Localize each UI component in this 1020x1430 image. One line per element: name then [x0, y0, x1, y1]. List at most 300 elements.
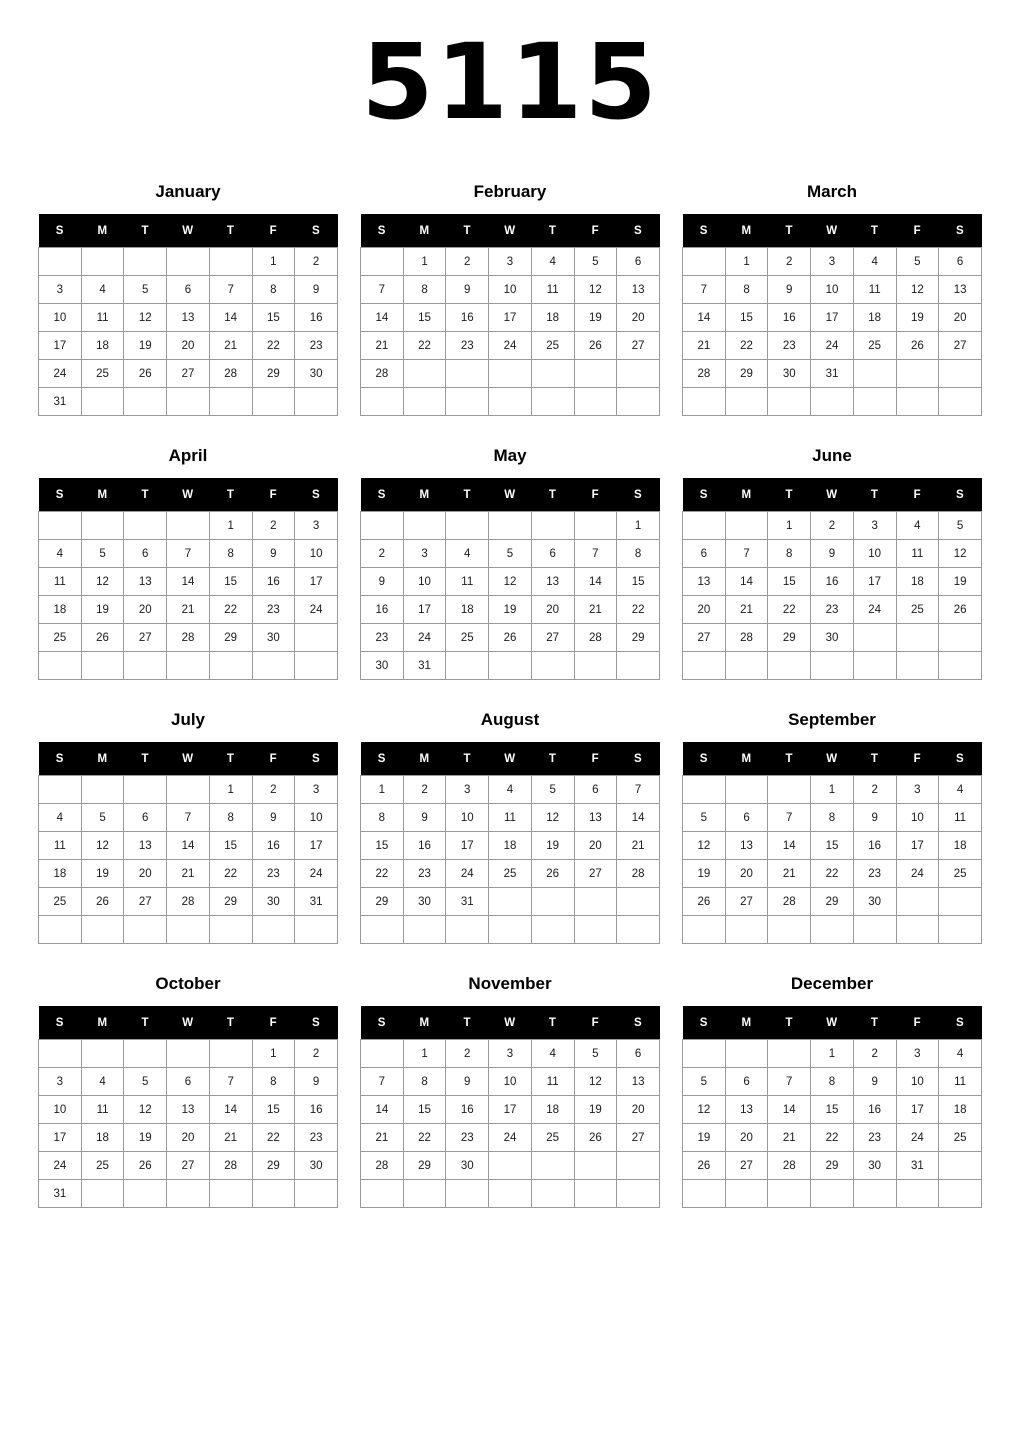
day-cell[interactable]: 16: [295, 1096, 338, 1124]
day-cell[interactable]: 25: [939, 860, 982, 888]
day-cell[interactable]: 7: [209, 1068, 252, 1096]
day-cell[interactable]: 17: [403, 596, 446, 624]
day-cell[interactable]: 1: [403, 1040, 446, 1068]
day-cell[interactable]: 31: [811, 360, 854, 388]
day-cell[interactable]: 15: [768, 568, 811, 596]
day-cell[interactable]: 6: [617, 248, 660, 276]
day-cell[interactable]: 5: [124, 1068, 167, 1096]
day-cell[interactable]: 16: [446, 304, 489, 332]
day-cell[interactable]: 19: [683, 860, 726, 888]
day-cell[interactable]: 29: [209, 888, 252, 916]
day-cell[interactable]: 24: [295, 596, 338, 624]
day-cell[interactable]: 9: [295, 276, 338, 304]
day-cell[interactable]: 22: [209, 596, 252, 624]
day-cell[interactable]: 18: [896, 568, 939, 596]
day-cell[interactable]: 15: [252, 304, 295, 332]
day-cell[interactable]: 16: [403, 832, 446, 860]
day-cell[interactable]: 8: [768, 540, 811, 568]
day-cell[interactable]: 25: [531, 1124, 574, 1152]
day-cell[interactable]: 24: [489, 1124, 532, 1152]
day-cell[interactable]: 1: [252, 248, 295, 276]
day-cell[interactable]: 5: [939, 512, 982, 540]
day-cell[interactable]: 22: [725, 332, 768, 360]
day-cell[interactable]: 31: [446, 888, 489, 916]
day-cell[interactable]: 26: [81, 624, 124, 652]
day-cell[interactable]: 27: [725, 1152, 768, 1180]
day-cell[interactable]: 4: [81, 1068, 124, 1096]
day-cell[interactable]: 29: [617, 624, 660, 652]
day-cell[interactable]: 5: [896, 248, 939, 276]
day-cell[interactable]: 12: [574, 276, 617, 304]
day-cell[interactable]: 10: [896, 1068, 939, 1096]
day-cell[interactable]: 7: [725, 540, 768, 568]
day-cell[interactable]: 10: [811, 276, 854, 304]
day-cell[interactable]: 11: [81, 1096, 124, 1124]
day-cell[interactable]: 8: [252, 1068, 295, 1096]
day-cell[interactable]: 31: [896, 1152, 939, 1180]
day-cell[interactable]: 28: [361, 360, 404, 388]
day-cell[interactable]: 22: [617, 596, 660, 624]
day-cell[interactable]: 21: [209, 332, 252, 360]
day-cell[interactable]: 4: [446, 540, 489, 568]
day-cell[interactable]: 5: [574, 248, 617, 276]
day-cell[interactable]: 19: [939, 568, 982, 596]
day-cell[interactable]: 4: [939, 1040, 982, 1068]
day-cell[interactable]: 22: [361, 860, 404, 888]
day-cell[interactable]: 27: [167, 360, 210, 388]
day-cell[interactable]: 14: [683, 304, 726, 332]
day-cell[interactable]: 27: [725, 888, 768, 916]
day-cell[interactable]: 20: [167, 332, 210, 360]
day-cell[interactable]: 4: [81, 276, 124, 304]
day-cell[interactable]: 25: [81, 1152, 124, 1180]
day-cell[interactable]: 9: [853, 804, 896, 832]
day-cell[interactable]: 26: [896, 332, 939, 360]
day-cell[interactable]: 6: [617, 1040, 660, 1068]
day-cell[interactable]: 25: [446, 624, 489, 652]
day-cell[interactable]: 7: [768, 1068, 811, 1096]
day-cell[interactable]: 11: [896, 540, 939, 568]
day-cell[interactable]: 5: [683, 1068, 726, 1096]
day-cell[interactable]: 3: [896, 776, 939, 804]
day-cell[interactable]: 27: [124, 888, 167, 916]
day-cell[interactable]: 21: [683, 332, 726, 360]
day-cell[interactable]: 8: [617, 540, 660, 568]
day-cell[interactable]: 20: [683, 596, 726, 624]
day-cell[interactable]: 17: [489, 1096, 532, 1124]
day-cell[interactable]: 26: [81, 888, 124, 916]
day-cell[interactable]: 23: [768, 332, 811, 360]
day-cell[interactable]: 5: [81, 540, 124, 568]
day-cell[interactable]: 28: [574, 624, 617, 652]
day-cell[interactable]: 30: [252, 624, 295, 652]
day-cell[interactable]: 17: [39, 332, 82, 360]
day-cell[interactable]: 3: [489, 1040, 532, 1068]
day-cell[interactable]: 19: [574, 1096, 617, 1124]
day-cell[interactable]: 2: [403, 776, 446, 804]
day-cell[interactable]: 27: [574, 860, 617, 888]
day-cell[interactable]: 28: [167, 624, 210, 652]
day-cell[interactable]: 9: [252, 540, 295, 568]
day-cell[interactable]: 29: [811, 1152, 854, 1180]
day-cell[interactable]: 24: [853, 596, 896, 624]
day-cell[interactable]: 14: [209, 1096, 252, 1124]
day-cell[interactable]: 1: [811, 1040, 854, 1068]
day-cell[interactable]: 25: [39, 624, 82, 652]
day-cell[interactable]: 18: [939, 1096, 982, 1124]
day-cell[interactable]: 20: [531, 596, 574, 624]
day-cell[interactable]: 11: [81, 304, 124, 332]
day-cell[interactable]: 9: [361, 568, 404, 596]
day-cell[interactable]: 8: [811, 1068, 854, 1096]
day-cell[interactable]: 3: [811, 248, 854, 276]
day-cell[interactable]: 24: [896, 1124, 939, 1152]
day-cell[interactable]: 4: [531, 248, 574, 276]
day-cell[interactable]: 21: [574, 596, 617, 624]
day-cell[interactable]: 17: [811, 304, 854, 332]
day-cell[interactable]: 12: [124, 1096, 167, 1124]
day-cell[interactable]: 13: [124, 568, 167, 596]
day-cell[interactable]: 12: [683, 1096, 726, 1124]
day-cell[interactable]: 15: [403, 304, 446, 332]
day-cell[interactable]: 8: [209, 804, 252, 832]
day-cell[interactable]: 28: [768, 1152, 811, 1180]
day-cell[interactable]: 21: [209, 1124, 252, 1152]
day-cell[interactable]: 30: [403, 888, 446, 916]
day-cell[interactable]: 12: [531, 804, 574, 832]
day-cell[interactable]: 10: [403, 568, 446, 596]
day-cell[interactable]: 5: [531, 776, 574, 804]
day-cell[interactable]: 3: [39, 1068, 82, 1096]
day-cell[interactable]: 26: [124, 1152, 167, 1180]
day-cell[interactable]: 25: [489, 860, 532, 888]
day-cell[interactable]: 20: [124, 596, 167, 624]
day-cell[interactable]: 14: [768, 832, 811, 860]
day-cell[interactable]: 21: [617, 832, 660, 860]
day-cell[interactable]: 2: [252, 776, 295, 804]
day-cell[interactable]: 31: [295, 888, 338, 916]
day-cell[interactable]: 29: [725, 360, 768, 388]
day-cell[interactable]: 6: [124, 540, 167, 568]
day-cell[interactable]: 14: [361, 304, 404, 332]
day-cell[interactable]: 15: [811, 1096, 854, 1124]
day-cell[interactable]: 25: [896, 596, 939, 624]
day-cell[interactable]: 23: [853, 860, 896, 888]
day-cell[interactable]: 6: [574, 776, 617, 804]
day-cell[interactable]: 8: [252, 276, 295, 304]
day-cell[interactable]: 30: [295, 360, 338, 388]
day-cell[interactable]: 18: [489, 832, 532, 860]
day-cell[interactable]: 30: [252, 888, 295, 916]
day-cell[interactable]: 2: [768, 248, 811, 276]
day-cell[interactable]: 3: [446, 776, 489, 804]
day-cell[interactable]: 19: [531, 832, 574, 860]
day-cell[interactable]: 26: [124, 360, 167, 388]
day-cell[interactable]: 10: [39, 304, 82, 332]
day-cell[interactable]: 8: [403, 1068, 446, 1096]
day-cell[interactable]: 30: [446, 1152, 489, 1180]
day-cell[interactable]: 13: [725, 1096, 768, 1124]
day-cell[interactable]: 28: [361, 1152, 404, 1180]
day-cell[interactable]: 13: [617, 276, 660, 304]
day-cell[interactable]: 16: [853, 1096, 896, 1124]
day-cell[interactable]: 22: [252, 332, 295, 360]
day-cell[interactable]: 14: [167, 832, 210, 860]
day-cell[interactable]: 24: [295, 860, 338, 888]
day-cell[interactable]: 28: [617, 860, 660, 888]
day-cell[interactable]: 6: [725, 1068, 768, 1096]
day-cell[interactable]: 6: [124, 804, 167, 832]
day-cell[interactable]: 13: [725, 832, 768, 860]
day-cell[interactable]: 9: [768, 276, 811, 304]
day-cell[interactable]: 11: [531, 1068, 574, 1096]
day-cell[interactable]: 1: [725, 248, 768, 276]
day-cell[interactable]: 20: [617, 1096, 660, 1124]
day-cell[interactable]: 2: [811, 512, 854, 540]
day-cell[interactable]: 21: [768, 860, 811, 888]
day-cell[interactable]: 16: [252, 832, 295, 860]
day-cell[interactable]: 9: [811, 540, 854, 568]
day-cell[interactable]: 6: [167, 1068, 210, 1096]
day-cell[interactable]: 13: [574, 804, 617, 832]
day-cell[interactable]: 31: [39, 388, 82, 416]
day-cell[interactable]: 28: [768, 888, 811, 916]
day-cell[interactable]: 15: [361, 832, 404, 860]
day-cell[interactable]: 20: [725, 860, 768, 888]
day-cell[interactable]: 18: [39, 860, 82, 888]
day-cell[interactable]: 26: [489, 624, 532, 652]
day-cell[interactable]: 12: [124, 304, 167, 332]
day-cell[interactable]: 8: [361, 804, 404, 832]
day-cell[interactable]: 29: [209, 624, 252, 652]
day-cell[interactable]: 27: [167, 1152, 210, 1180]
day-cell[interactable]: 25: [81, 360, 124, 388]
day-cell[interactable]: 20: [124, 860, 167, 888]
day-cell[interactable]: 5: [124, 276, 167, 304]
day-cell[interactable]: 7: [167, 804, 210, 832]
day-cell[interactable]: 27: [124, 624, 167, 652]
day-cell[interactable]: 24: [489, 332, 532, 360]
day-cell[interactable]: 21: [167, 860, 210, 888]
day-cell[interactable]: 27: [617, 332, 660, 360]
day-cell[interactable]: 23: [252, 596, 295, 624]
day-cell[interactable]: 27: [683, 624, 726, 652]
day-cell[interactable]: 9: [853, 1068, 896, 1096]
day-cell[interactable]: 6: [683, 540, 726, 568]
day-cell[interactable]: 16: [361, 596, 404, 624]
day-cell[interactable]: 4: [39, 540, 82, 568]
day-cell[interactable]: 24: [811, 332, 854, 360]
day-cell[interactable]: 29: [403, 1152, 446, 1180]
day-cell[interactable]: 2: [295, 1040, 338, 1068]
day-cell[interactable]: 15: [209, 568, 252, 596]
day-cell[interactable]: 7: [167, 540, 210, 568]
day-cell[interactable]: 14: [167, 568, 210, 596]
day-cell[interactable]: 28: [167, 888, 210, 916]
day-cell[interactable]: 19: [124, 1124, 167, 1152]
day-cell[interactable]: 2: [252, 512, 295, 540]
day-cell[interactable]: 20: [617, 304, 660, 332]
day-cell[interactable]: 8: [209, 540, 252, 568]
day-cell[interactable]: 29: [768, 624, 811, 652]
day-cell[interactable]: 23: [295, 332, 338, 360]
day-cell[interactable]: 29: [811, 888, 854, 916]
day-cell[interactable]: 16: [768, 304, 811, 332]
day-cell[interactable]: 23: [403, 860, 446, 888]
day-cell[interactable]: 10: [489, 1068, 532, 1096]
day-cell[interactable]: 5: [489, 540, 532, 568]
day-cell[interactable]: 17: [489, 304, 532, 332]
day-cell[interactable]: 26: [683, 888, 726, 916]
day-cell[interactable]: 26: [574, 332, 617, 360]
day-cell[interactable]: 22: [403, 332, 446, 360]
day-cell[interactable]: 18: [531, 304, 574, 332]
day-cell[interactable]: 8: [725, 276, 768, 304]
day-cell[interactable]: 10: [489, 276, 532, 304]
day-cell[interactable]: 11: [39, 832, 82, 860]
day-cell[interactable]: 5: [81, 804, 124, 832]
day-cell[interactable]: 22: [252, 1124, 295, 1152]
day-cell[interactable]: 19: [683, 1124, 726, 1152]
day-cell[interactable]: 3: [403, 540, 446, 568]
day-cell[interactable]: 4: [489, 776, 532, 804]
day-cell[interactable]: 16: [446, 1096, 489, 1124]
day-cell[interactable]: 28: [209, 360, 252, 388]
day-cell[interactable]: 2: [361, 540, 404, 568]
day-cell[interactable]: 3: [295, 512, 338, 540]
day-cell[interactable]: 21: [768, 1124, 811, 1152]
day-cell[interactable]: 18: [939, 832, 982, 860]
day-cell[interactable]: 18: [39, 596, 82, 624]
day-cell[interactable]: 26: [939, 596, 982, 624]
day-cell[interactable]: 26: [531, 860, 574, 888]
day-cell[interactable]: 22: [403, 1124, 446, 1152]
day-cell[interactable]: 19: [489, 596, 532, 624]
day-cell[interactable]: 23: [252, 860, 295, 888]
day-cell[interactable]: 21: [725, 596, 768, 624]
day-cell[interactable]: 18: [81, 1124, 124, 1152]
day-cell[interactable]: 10: [295, 804, 338, 832]
day-cell[interactable]: 23: [446, 1124, 489, 1152]
day-cell[interactable]: 24: [39, 1152, 82, 1180]
day-cell[interactable]: 1: [768, 512, 811, 540]
day-cell[interactable]: 4: [531, 1040, 574, 1068]
day-cell[interactable]: 4: [896, 512, 939, 540]
day-cell[interactable]: 21: [361, 1124, 404, 1152]
day-cell[interactable]: 7: [361, 276, 404, 304]
day-cell[interactable]: 11: [939, 1068, 982, 1096]
day-cell[interactable]: 15: [725, 304, 768, 332]
day-cell[interactable]: 17: [853, 568, 896, 596]
day-cell[interactable]: 14: [209, 304, 252, 332]
day-cell[interactable]: 17: [295, 568, 338, 596]
day-cell[interactable]: 21: [167, 596, 210, 624]
day-cell[interactable]: 19: [124, 332, 167, 360]
day-cell[interactable]: 25: [939, 1124, 982, 1152]
day-cell[interactable]: 14: [768, 1096, 811, 1124]
day-cell[interactable]: 22: [811, 860, 854, 888]
day-cell[interactable]: 12: [939, 540, 982, 568]
day-cell[interactable]: 29: [252, 360, 295, 388]
day-cell[interactable]: 19: [81, 596, 124, 624]
day-cell[interactable]: 13: [124, 832, 167, 860]
day-cell[interactable]: 21: [361, 332, 404, 360]
day-cell[interactable]: 2: [295, 248, 338, 276]
day-cell[interactable]: 11: [489, 804, 532, 832]
day-cell[interactable]: 27: [617, 1124, 660, 1152]
day-cell[interactable]: 24: [403, 624, 446, 652]
day-cell[interactable]: 4: [39, 804, 82, 832]
day-cell[interactable]: 17: [446, 832, 489, 860]
day-cell[interactable]: 2: [446, 248, 489, 276]
day-cell[interactable]: 9: [446, 1068, 489, 1096]
day-cell[interactable]: 7: [683, 276, 726, 304]
day-cell[interactable]: 7: [574, 540, 617, 568]
day-cell[interactable]: 10: [39, 1096, 82, 1124]
day-cell[interactable]: 1: [617, 512, 660, 540]
day-cell[interactable]: 20: [574, 832, 617, 860]
day-cell[interactable]: 22: [768, 596, 811, 624]
day-cell[interactable]: 16: [811, 568, 854, 596]
day-cell[interactable]: 4: [853, 248, 896, 276]
day-cell[interactable]: 27: [939, 332, 982, 360]
day-cell[interactable]: 12: [574, 1068, 617, 1096]
day-cell[interactable]: 25: [39, 888, 82, 916]
day-cell[interactable]: 13: [167, 304, 210, 332]
day-cell[interactable]: 19: [896, 304, 939, 332]
day-cell[interactable]: 23: [853, 1124, 896, 1152]
day-cell[interactable]: 28: [683, 360, 726, 388]
day-cell[interactable]: 8: [811, 804, 854, 832]
day-cell[interactable]: 14: [574, 568, 617, 596]
day-cell[interactable]: 12: [81, 568, 124, 596]
day-cell[interactable]: 24: [896, 860, 939, 888]
day-cell[interactable]: 30: [768, 360, 811, 388]
day-cell[interactable]: 29: [361, 888, 404, 916]
day-cell[interactable]: 12: [81, 832, 124, 860]
day-cell[interactable]: 30: [361, 652, 404, 680]
day-cell[interactable]: 24: [446, 860, 489, 888]
day-cell[interactable]: 25: [531, 332, 574, 360]
day-cell[interactable]: 3: [295, 776, 338, 804]
day-cell[interactable]: 8: [403, 276, 446, 304]
day-cell[interactable]: 12: [683, 832, 726, 860]
day-cell[interactable]: 9: [252, 804, 295, 832]
day-cell[interactable]: 17: [896, 832, 939, 860]
day-cell[interactable]: 9: [295, 1068, 338, 1096]
day-cell[interactable]: 13: [167, 1096, 210, 1124]
day-cell[interactable]: 7: [361, 1068, 404, 1096]
day-cell[interactable]: 30: [811, 624, 854, 652]
day-cell[interactable]: 17: [39, 1124, 82, 1152]
day-cell[interactable]: 13: [939, 276, 982, 304]
day-cell[interactable]: 11: [853, 276, 896, 304]
day-cell[interactable]: 26: [574, 1124, 617, 1152]
day-cell[interactable]: 10: [896, 804, 939, 832]
day-cell[interactable]: 30: [853, 888, 896, 916]
day-cell[interactable]: 6: [939, 248, 982, 276]
day-cell[interactable]: 13: [617, 1068, 660, 1096]
day-cell[interactable]: 2: [853, 776, 896, 804]
day-cell[interactable]: 3: [39, 276, 82, 304]
day-cell[interactable]: 2: [853, 1040, 896, 1068]
day-cell[interactable]: 6: [725, 804, 768, 832]
day-cell[interactable]: 16: [853, 832, 896, 860]
day-cell[interactable]: 23: [811, 596, 854, 624]
day-cell[interactable]: 20: [167, 1124, 210, 1152]
day-cell[interactable]: 5: [574, 1040, 617, 1068]
day-cell[interactable]: 18: [81, 332, 124, 360]
